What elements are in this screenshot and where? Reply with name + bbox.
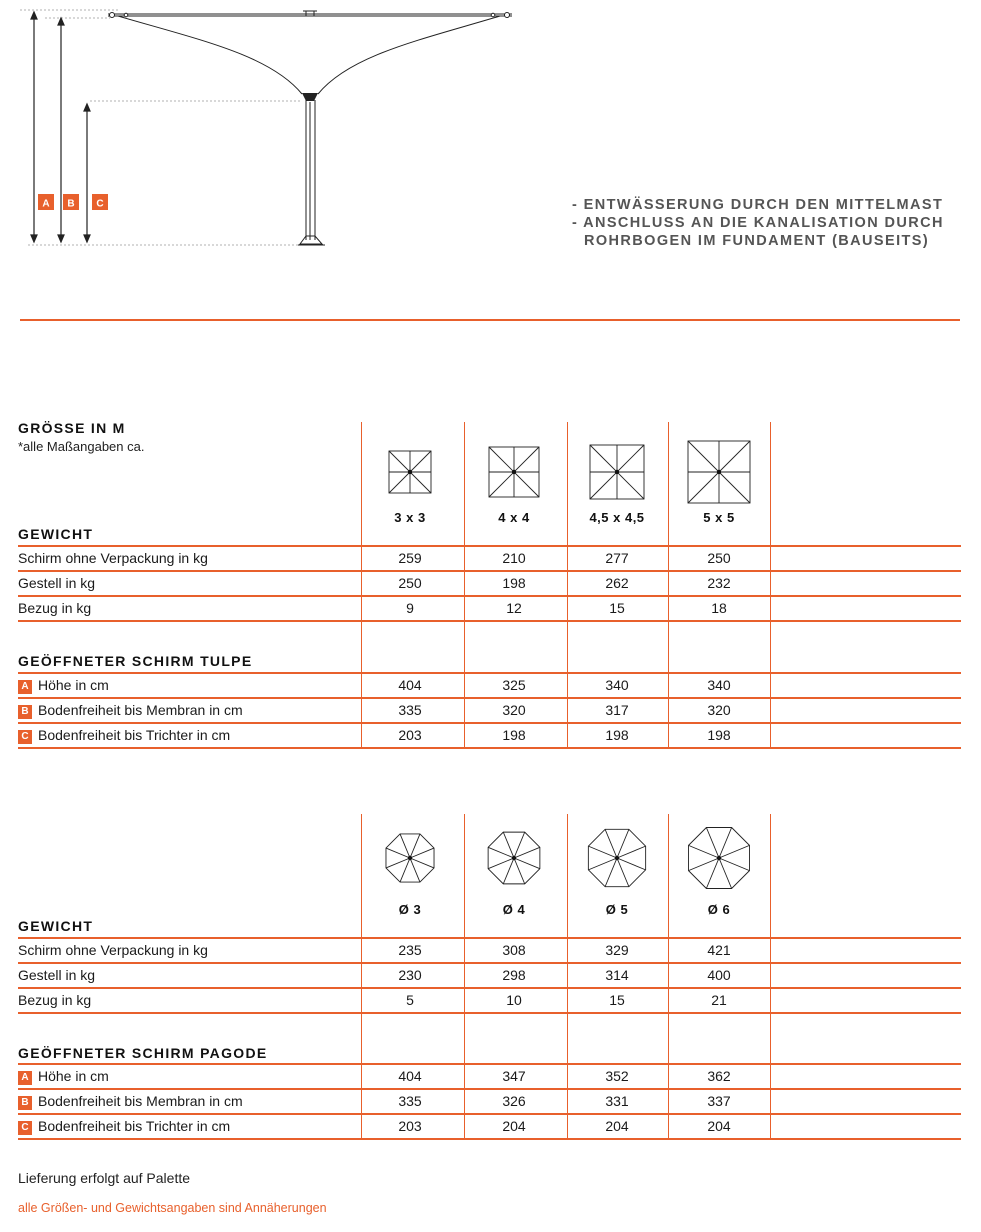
row-value: 203 <box>398 727 422 743</box>
row-value: 262 <box>605 575 629 591</box>
weight-row <box>18 571 961 596</box>
note-line: - ANSCHLUSS AN DIE KANALISATION DURCH <box>572 215 944 231</box>
row-value: 204 <box>707 1118 731 1134</box>
note-line: - ENTWÄSSERUNG DURCH DEN MITTELMAST <box>572 197 944 213</box>
size-label: 4,5 x 4,5 <box>589 510 645 525</box>
row-value: 210 <box>502 550 526 566</box>
weight-title-1: GEWICHT <box>18 526 94 542</box>
dimension-row <box>18 1114 961 1139</box>
weight-row <box>18 596 961 621</box>
row-value: 235 <box>398 942 422 958</box>
row-value: 340 <box>707 677 731 693</box>
row-value: 250 <box>707 550 731 566</box>
row-label-wrap <box>18 673 109 698</box>
octagon-canopy-icon <box>582 823 652 893</box>
row-label: Bodenfreiheit bis Trichter in cm <box>38 727 231 743</box>
weight-row <box>18 988 961 1013</box>
row-value: 317 <box>605 702 629 718</box>
dimension-badge: C <box>18 1121 32 1135</box>
dimension-row <box>18 698 961 723</box>
size-label: Ø 4 <box>502 902 526 917</box>
row-value: 277 <box>605 550 629 566</box>
square-canopy-icon <box>586 441 648 503</box>
row-value: 198 <box>502 575 526 591</box>
row-label: Bodenfreiheit bis Membran in cm <box>38 702 243 718</box>
row-rule <box>18 620 961 622</box>
row-value: 5 <box>406 992 414 1008</box>
row-value: 198 <box>502 727 526 743</box>
row-label: Höhe in cm <box>38 1068 109 1084</box>
row-value: 21 <box>711 992 727 1008</box>
row-label-wrap <box>18 698 243 723</box>
row-value: 325 <box>502 677 526 693</box>
row-label-wrap <box>18 1114 230 1139</box>
dimension-badge: B <box>18 705 32 719</box>
row-label: Gestell in kg <box>18 575 96 591</box>
row-value: 331 <box>605 1093 629 1109</box>
disclaimer-note: alle Größen- und Gewichtsangaben sind Annäherungen <box>18 1201 327 1215</box>
size-label: Ø 3 <box>398 902 422 917</box>
row-value: 232 <box>707 575 731 591</box>
row-value: 203 <box>398 1118 422 1134</box>
row-label-wrap <box>18 1089 243 1114</box>
open-title-1: GEÖFFNETER SCHIRM TULPE <box>18 653 253 669</box>
row-value: 404 <box>398 1068 422 1084</box>
row-value: 320 <box>707 702 731 718</box>
weight-title-2: GEWICHT <box>18 918 94 934</box>
dimension-row <box>18 1064 961 1089</box>
row-value: 421 <box>707 942 731 958</box>
row-value: 230 <box>398 967 422 983</box>
diagram-badge-c: C <box>96 198 104 210</box>
dimension-badge: B <box>18 1096 32 1110</box>
weight-row <box>18 546 961 571</box>
size-subnote: *alle Maßangaben ca. <box>18 439 145 454</box>
umbrella-dimension-diagram <box>0 0 540 260</box>
row-value: 337 <box>707 1093 731 1109</box>
row-value: 362 <box>707 1068 731 1084</box>
row-label: Bezug in kg <box>18 992 92 1008</box>
row-rule <box>18 747 961 749</box>
row-value: 329 <box>605 942 629 958</box>
octagon-canopy-icon <box>380 828 440 888</box>
row-value: 12 <box>506 600 522 616</box>
square-canopy-icon <box>385 447 435 497</box>
row-value: 335 <box>398 702 422 718</box>
row-label: Schirm ohne Verpackung in kg <box>18 550 208 566</box>
size-label: 3 x 3 <box>394 510 426 525</box>
dimension-badge: A <box>18 680 32 694</box>
row-label: Bodenfreiheit bis Membran in cm <box>38 1093 243 1109</box>
octagon-canopy-icon <box>682 821 756 895</box>
row-value: 352 <box>605 1068 629 1084</box>
row-value: 259 <box>398 550 422 566</box>
octagon-canopy-icon <box>482 826 546 890</box>
size-label: 5 x 5 <box>703 510 735 525</box>
row-value: 198 <box>605 727 629 743</box>
row-value: 298 <box>502 967 526 983</box>
open-title-2: GEÖFFNETER SCHIRM PAGODE <box>18 1045 268 1061</box>
weight-row <box>18 938 961 963</box>
row-value: 18 <box>711 600 727 616</box>
diagram-badge-b: B <box>67 198 75 210</box>
square-canopy-icon <box>684 437 754 507</box>
row-value: 335 <box>398 1093 422 1109</box>
row-label-wrap <box>18 723 230 748</box>
row-value: 198 <box>707 727 731 743</box>
row-label: Schirm ohne Verpackung in kg <box>18 942 208 958</box>
row-value: 204 <box>605 1118 629 1134</box>
square-canopy-icon <box>485 443 543 501</box>
row-value: 314 <box>605 967 629 983</box>
row-value: 10 <box>506 992 522 1008</box>
row-value: 308 <box>502 942 526 958</box>
size-label: 4 x 4 <box>498 510 530 525</box>
dimension-badge: C <box>18 730 32 744</box>
row-rule <box>18 1138 961 1140</box>
row-value: 15 <box>609 600 625 616</box>
dimension-row <box>18 673 961 698</box>
row-value: 347 <box>502 1068 526 1084</box>
row-value: 326 <box>502 1093 526 1109</box>
weight-row <box>18 963 961 988</box>
note-line: ROHRBOGEN IM FUNDAMENT (BAUSEITS) <box>584 233 930 249</box>
row-label: Bodenfreiheit bis Trichter in cm <box>38 1118 231 1134</box>
row-label: Gestell in kg <box>18 967 96 983</box>
row-value: 404 <box>398 677 422 693</box>
dimension-row <box>18 1089 961 1114</box>
dimension-row <box>18 723 961 748</box>
row-label-wrap <box>18 1064 109 1089</box>
row-value: 320 <box>502 702 526 718</box>
drainage-notes <box>572 196 944 250</box>
row-value: 400 <box>707 967 731 983</box>
row-value: 15 <box>609 992 625 1008</box>
row-value: 340 <box>605 677 629 693</box>
row-label: Bezug in kg <box>18 600 92 616</box>
row-value: 204 <box>502 1118 526 1134</box>
row-rule <box>18 1012 961 1014</box>
delivery-note: Lieferung erfolgt auf Palette <box>18 1170 191 1186</box>
size-title: GRÖSSE IN M <box>18 420 126 436</box>
diagram-badge-a: A <box>42 198 50 210</box>
row-value: 250 <box>398 575 422 591</box>
row-label: Höhe in cm <box>38 677 109 693</box>
size-label: Ø 6 <box>707 902 731 917</box>
row-value: 9 <box>406 600 414 616</box>
size-label: Ø 5 <box>605 902 629 917</box>
section-divider <box>20 319 960 321</box>
dimension-badge: A <box>18 1071 32 1085</box>
